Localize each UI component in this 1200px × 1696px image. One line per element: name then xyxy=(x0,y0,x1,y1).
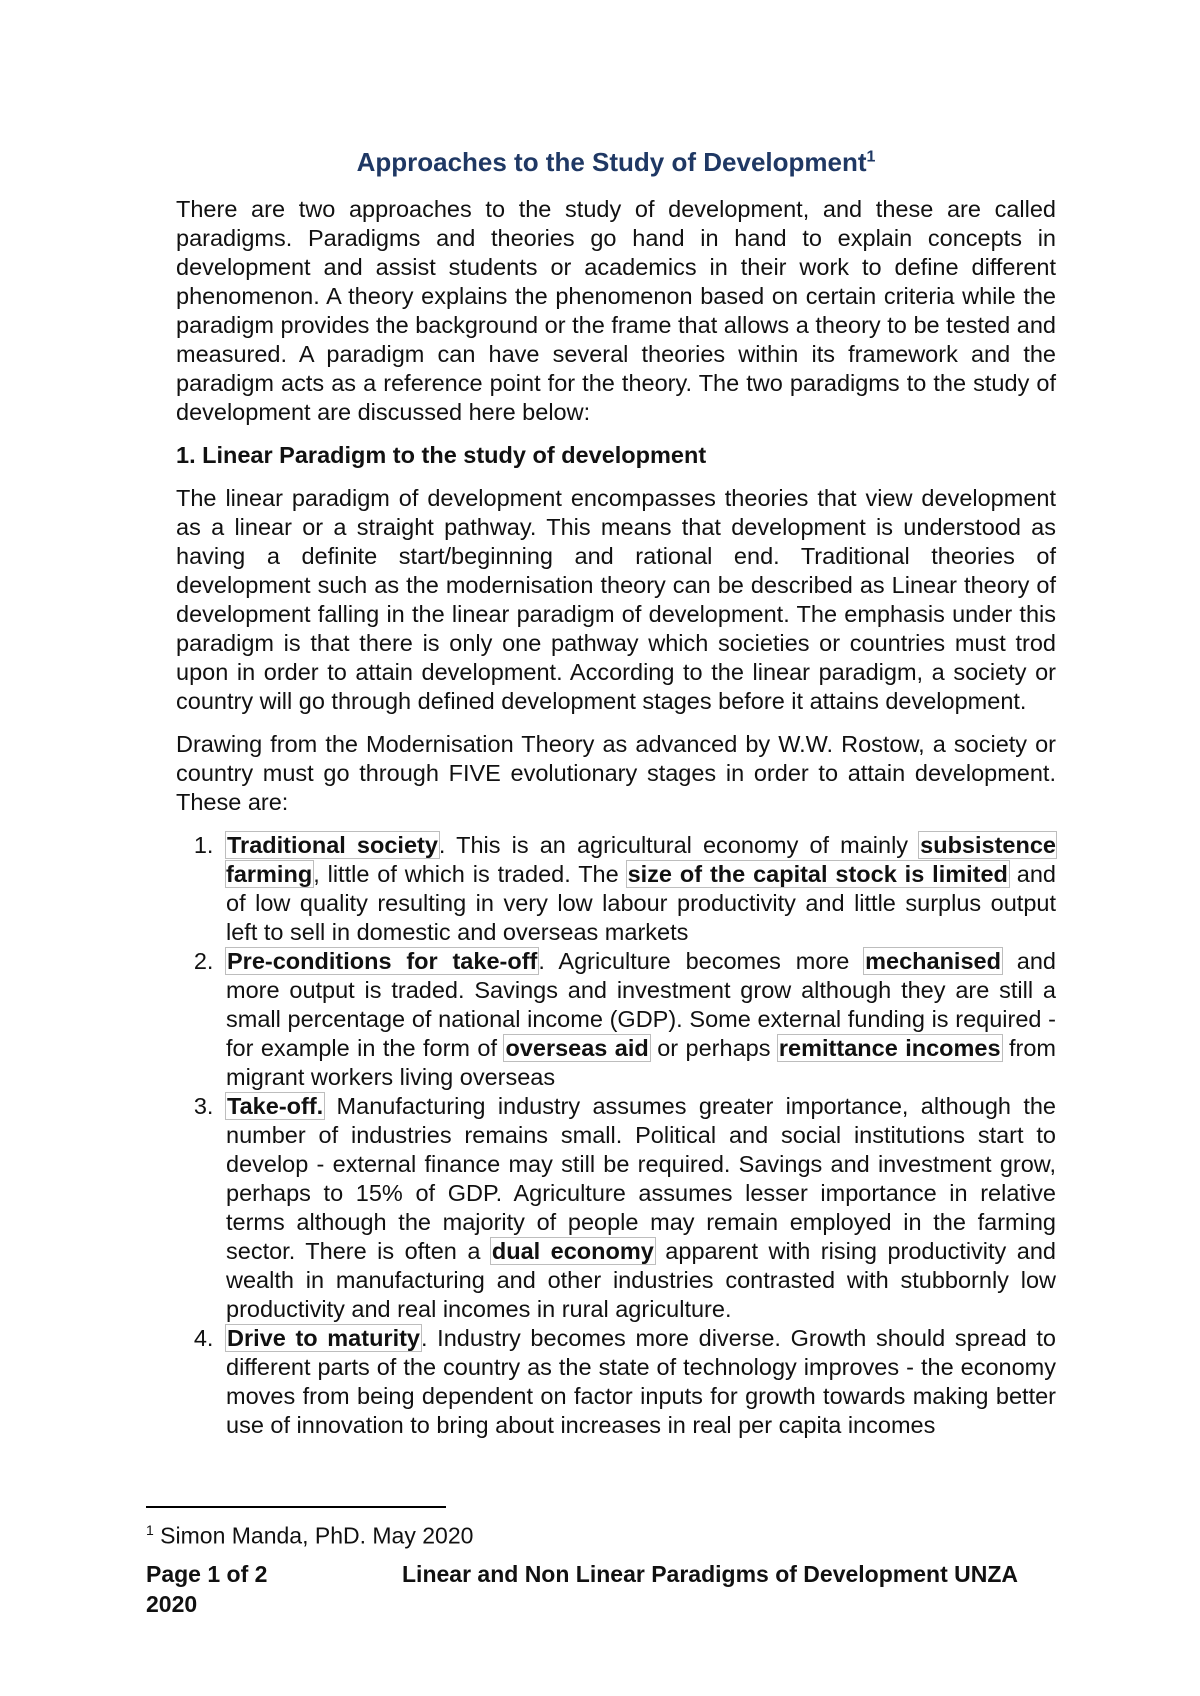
keyword-remittance-incomes: remittance incomes xyxy=(778,1035,1001,1061)
footer-year: 2020 xyxy=(146,1591,198,1617)
rostow-stages-list xyxy=(176,831,1056,1440)
footnote-text: Simon Manda, PhD. May 2020 xyxy=(153,1522,474,1549)
page-body xyxy=(176,145,1056,1440)
linear-paradigm-paragraph: The linear paradigm of development encompasses theories that view development as a linear or a straight pathway. This means that development is understood as having a definite start/beginning and rational end. Traditional theories of development such as the modernisation theory can be described as Linear theory of development falling in the linear paradigm of development. The emphasis under this paradigm is that there is only one pathway which societies or countries must trod upon in order to attain development. According to the linear paradigm, a society or country will go through defined development stages before it attains development. xyxy=(176,485,1056,714)
keyword-mechanised: mechanised xyxy=(865,948,1001,974)
footnote-divider xyxy=(146,1506,446,1508)
stage-take-off: 3. Take-off. Manufacturing industry assumes greater importance, although the number of industries remains small. Political and social institutions start to develop - external finance may still be required. Savings and investment grow, perhaps to 15% of GDP. Agriculture assumes lesser importance in relative terms although the majority of people may remain employed in the farming sector. There is often a dual economy apparent with rising productivity and wealth in manufacturing and other industries contrasted with stubbornly low productivity and real incomes in rural agriculture. xyxy=(220,1092,1056,1324)
intro-paragraph: There are two approaches to the study of development, and these are called paradigms. Paradigms and theories go hand in hand to explain concepts in development and assist students or academics in their work to define different phenomenon. A theory explains the phenomenon based on certain criteria while the paradigm provides the background or the frame that allows a theory to be tested and measured. A paradigm can have several theories within its framework and the paradigm acts as a reference point for the theory. The two paradigms to the study of development are discussed here below: xyxy=(176,196,1056,425)
stage-pre-conditions: 2. Pre-conditions for take-off. Agriculture becomes more mechanised and more output is traded. Savings and investment grow although they are still a small percentage of national income (GDP). Some external funding is required - for example in the form of overseas aid or perhaps remittance incomes from migrant workers living overseas xyxy=(220,947,1056,1092)
keyword-capital-stock: size of the capital stock is limited xyxy=(627,861,1008,887)
keyword-subsistence-farming: subsistence farming xyxy=(226,832,1056,887)
footnote-mark: 1 xyxy=(146,1522,154,1538)
keyword-overseas-aid: overseas aid xyxy=(505,1035,649,1061)
page-footer xyxy=(146,1559,1066,1619)
section-heading-linear-paradigm: 1. Linear Paradigm to the study of development xyxy=(176,442,707,468)
stage-name: Drive to maturity xyxy=(227,1325,420,1351)
rostow-intro-paragraph: Drawing from the Modernisation Theory as advanced by W.W. Rostow, a society or country must go through FIVE evolutionary stages in order to attain development. These are: xyxy=(176,731,1056,815)
title-footnote-mark: 1 xyxy=(866,148,876,166)
stage-name: Pre-conditions for take-off xyxy=(227,948,538,974)
stage-traditional-society: 1. Traditional society. This is an agricultural economy of mainly subsistence farming, little of which is traded. The size of the capital stock is limited and of low quality resulting in very low labour productivity and little surplus output left to sell in domestic and overseas markets xyxy=(220,831,1056,947)
stage-drive-to-maturity: 4. Drive to maturity. Industry becomes more diverse. Growth should spread to different parts of the country as the state of technology improves - the economy moves from being dependent on factor inputs for growth towards making better use of innovation to bring about increases in real per capita incomes xyxy=(220,1324,1056,1440)
stage-name: Traditional society xyxy=(227,832,438,858)
keyword-dual-economy: dual economy xyxy=(491,1238,654,1264)
page-number: Page 1 of 2 xyxy=(146,1561,268,1587)
page-title: Approaches to the Study of Development$^1$ xyxy=(356,147,876,177)
footer-document-title: Linear and Non Linear Paradigms of Development UNZA xyxy=(402,1561,1018,1587)
stage-name: Take-off. xyxy=(227,1093,324,1119)
footnote xyxy=(146,1522,473,1550)
